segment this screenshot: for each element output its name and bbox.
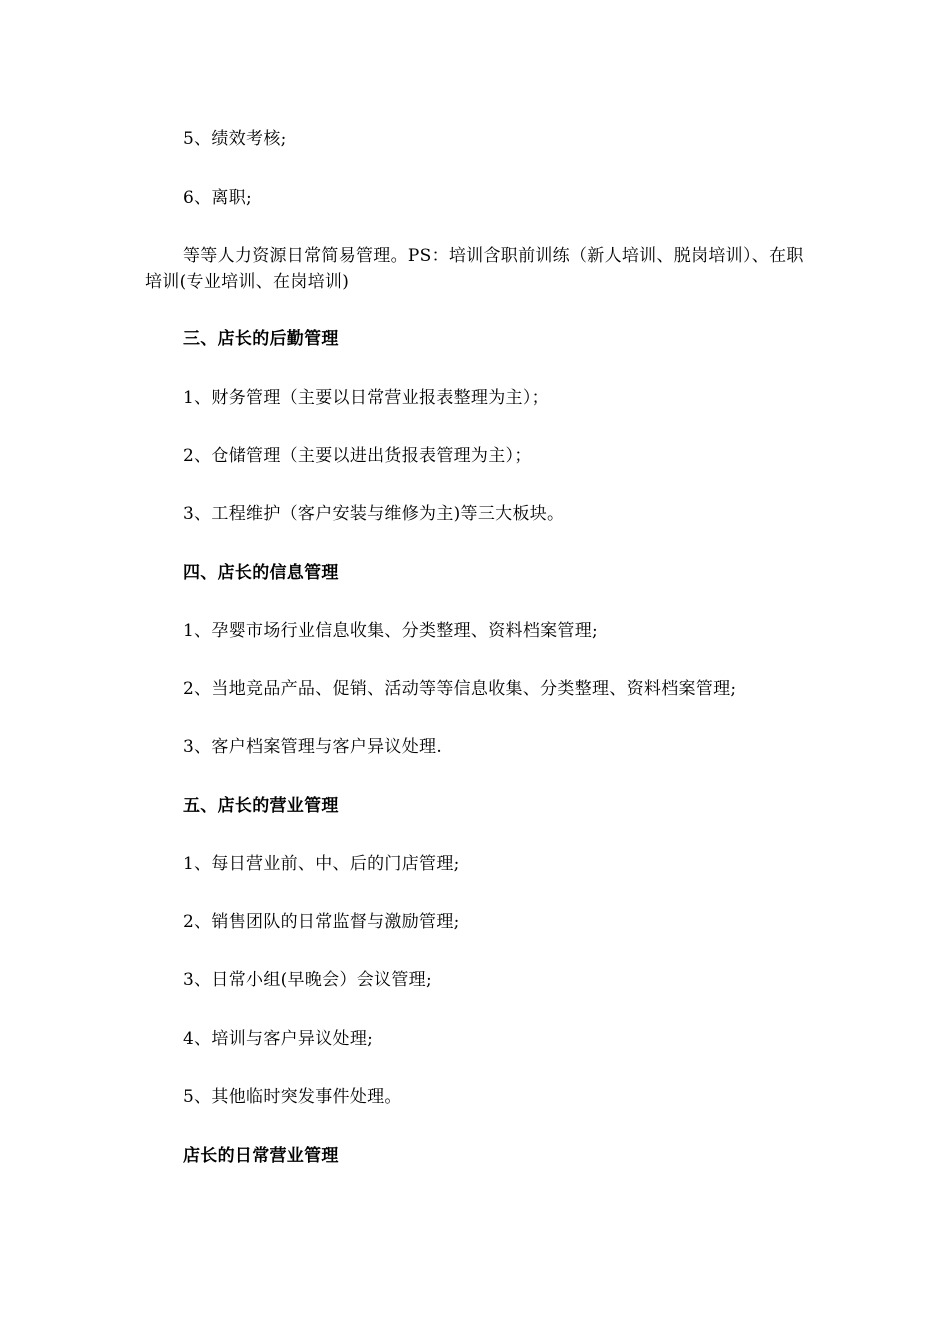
list-item: 3、日常小组(早晚会）会议管理; [183,970,432,990]
section-heading-daily-business: 店长的日常营业管理 [183,1146,339,1166]
list-item: 2、仓储管理（主要以进出货报表管理为主）； [183,446,532,466]
body-paragraph: 等等人力资源日常简易管理。PS：培训含职前训练（新人培训、脱岗培训）、在职培训(专业培训、在岗培训) [145,246,804,292]
list-item: 1、财务管理（主要以日常营业报表整理为主）； [183,388,549,408]
list-item: 3、工程维护（客户安装与维修为主)等三大板块。 [183,504,565,524]
list-item: 5、其他临时突发事件处理。 [183,1087,402,1107]
list-item: 3、客户档案管理与客户异议处理. [183,737,443,757]
list-item: 6、离职; [183,188,253,208]
list-item: 1、每日营业前、中、后的门店管理; [183,854,460,874]
section-heading-business: 五、店长的营业管理 [183,796,339,816]
list-item: 4、培训与客户异议处理; [183,1029,374,1049]
section-heading-information: 四、店长的信息管理 [183,563,339,583]
section-heading-logistics: 三、店长的后勤管理 [183,329,339,349]
list-item: 5、绩效考核; [183,129,287,149]
list-item: 1、孕婴市场行业信息收集、分类整理、资料档案管理; [183,621,599,641]
list-item: 2、当地竞品产品、促销、活动等等信息收集、分类整理、资料档案管理; [183,679,737,699]
list-item: 2、销售团队的日常监督与激励管理; [183,912,460,932]
